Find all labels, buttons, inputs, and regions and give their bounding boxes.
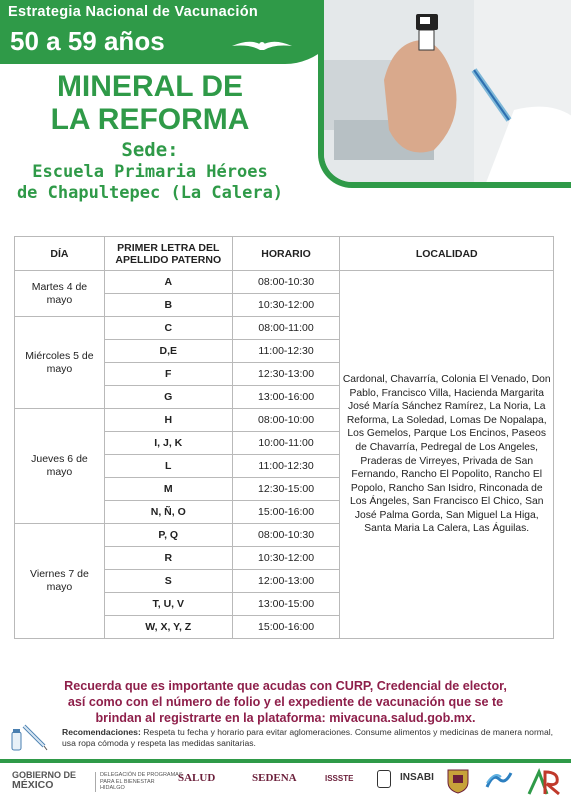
header-letter-line-1: PRIMER LETRA DEL — [117, 241, 220, 254]
recommendations-label: Recomendaciones: — [62, 727, 141, 737]
header-day: DÍA — [15, 237, 105, 271]
sede-name — [0, 162, 300, 204]
day-cell — [15, 524, 105, 639]
footer-logos — [0, 766, 571, 800]
sede-name-line-2: de Chapultepec (La Calera) — [16, 183, 284, 203]
recommendations — [62, 727, 562, 749]
letter-cell: A — [104, 271, 232, 294]
day-line-2: mayo — [46, 581, 73, 593]
vaccine-photo — [318, 0, 571, 188]
day-line-1: Jueves 6 de mayo — [31, 453, 88, 478]
bird-emblem-icon — [230, 36, 294, 54]
letter-cell: C — [104, 317, 232, 340]
letter-cell: L — [104, 455, 232, 478]
title-line-1: MINERAL DE — [56, 70, 244, 103]
salud-hidalgo-icon — [485, 769, 513, 791]
sedena-logo: SEDENA — [252, 772, 297, 784]
header-location: LOCALIDAD — [340, 237, 554, 271]
gob-line-1: GOBIERNO DE — [12, 770, 77, 780]
letter-cell: G — [104, 386, 232, 409]
syringe-vial-icon — [10, 722, 48, 752]
hour-cell: 12:30-15:00 — [232, 478, 340, 501]
hour-cell: 11:00-12:30 — [232, 455, 340, 478]
table-header-row — [15, 237, 554, 271]
hour-cell: 12:00-13:00 — [232, 570, 340, 593]
letter-cell: B — [104, 294, 232, 317]
hour-cell: 13:00-15:00 — [232, 593, 340, 616]
reminder-line-1: Recuerda que es importante que acudas con CURP, Credencial de elector, — [64, 679, 507, 693]
reminder-line-2: así como con el número de folio y el expediente de vacunación que se te — [67, 695, 504, 709]
hour-cell: 13:00-16:00 — [232, 386, 340, 409]
day-line-1: Miércoles 5 de — [25, 349, 94, 362]
title-line-2: LA REFORMA — [50, 103, 250, 136]
hour-cell: 10:30-12:00 — [232, 547, 340, 570]
hour-cell: 08:00-11:00 — [232, 317, 340, 340]
day-line-2: mayo — [46, 362, 73, 375]
salud-logo: SALUD — [178, 772, 216, 784]
gob-line-2: MÉXICO — [12, 779, 54, 791]
table-row — [15, 271, 554, 294]
gobierno-mexico-logo — [12, 770, 76, 790]
day-cell — [15, 271, 105, 317]
hour-cell: 08:00-10:30 — [232, 524, 340, 547]
ar-logo-icon — [527, 768, 563, 796]
day-line-2: mayo — [46, 293, 73, 306]
hour-cell: 08:00-10:30 — [232, 271, 340, 294]
bienestar-logo — [95, 772, 183, 792]
hour-cell: 10:00-11:00 — [232, 432, 340, 455]
sede-name-line-1: Escuela Primaria Héroes — [32, 162, 268, 182]
hour-cell: 12:30-13:00 — [232, 363, 340, 386]
hour-cell: 15:00-16:00 — [232, 616, 340, 639]
reminder-line-3: brindan al registrarte en la plataforma: mivacuna.salud.gob.mx. — [95, 711, 476, 725]
age-group-title: 50 a 59 años — [10, 26, 165, 56]
campaign-title: Estrategia Nacional de Vacunación — [8, 4, 259, 20]
header-hours: HORARIO — [232, 237, 340, 271]
municipality-title — [0, 70, 300, 136]
letter-cell: I, J, K — [104, 432, 232, 455]
day-line-1: Martes 4 de — [31, 280, 88, 293]
letter-cell: D,E — [104, 340, 232, 363]
bienestar-line-2: PARA EL BIENESTAR — [100, 778, 155, 785]
day-line-1: Viernes 7 de — [30, 568, 89, 580]
recommendations-text: Respeta tu fecha y horario para evitar aglomeraciones. Consume alimentos y medicinas de manera normal, usa ropa cómoda y respeta las medidas sanitarias. — [62, 727, 554, 748]
day-cell — [15, 317, 105, 409]
letter-cell: M — [104, 478, 232, 501]
hour-cell: 15:00-16:00 — [232, 501, 340, 524]
issste-logo: ISSSTE — [325, 774, 354, 783]
letter-cell: W, X, Y, Z — [104, 616, 232, 639]
bienestar-line-3: HIDALGO — [100, 785, 125, 791]
letter-cell: N, Ñ, O — [104, 501, 232, 524]
hour-cell: 08:00-10:00 — [232, 409, 340, 432]
header-letter-line-2: APELLIDO PATERNO — [115, 253, 222, 266]
location-cell: Cardonal, Chavarría, Colonia El Venado, Don Pablo, Francisco Villa, Hacienda Margarita José María Sánchez Ramírez, La Noria, La Reforma, La Soledad, Lomas De Nopalapa, Los Gemelos, Parque Los Encinos, Paseos de Chavarría, Pedregal de Los Angeles, Praderas de Virreyes, Privada de San Fernando, Rancho El Popolito, Rancho El Popolo, Rancho San Isidro, Rinconada de Los Ángeles, San Francisco El Chico, San José Palma Gorda, San Miguel La Higa, Santa Maria La Calera, Las Águilas. — [340, 271, 554, 639]
hand-with-vial-image — [324, 0, 571, 188]
letter-cell: R — [104, 547, 232, 570]
letter-cell: H — [104, 409, 232, 432]
letter-cell: T, U, V — [104, 593, 232, 616]
reminder-text — [10, 678, 561, 726]
imss-logo-icon — [377, 770, 391, 788]
bienestar-line-1: DELEGACIÓN DE PROGRAMAS — [100, 772, 183, 778]
hour-cell: 11:00-12:30 — [232, 340, 340, 363]
letter-cell: S — [104, 570, 232, 593]
hour-cell: 10:30-12:00 — [232, 294, 340, 317]
day-cell — [15, 409, 105, 524]
schedule-table — [14, 236, 554, 639]
header-letter — [104, 237, 232, 271]
hidalgo-shield-icon — [447, 768, 469, 794]
header-banner — [0, 0, 345, 64]
letter-cell: F — [104, 363, 232, 386]
insabi-logo: INSABI — [400, 772, 434, 783]
footer-divider — [0, 759, 571, 763]
letter-cell: P, Q — [104, 524, 232, 547]
sede-label: Sede: — [121, 139, 179, 161]
